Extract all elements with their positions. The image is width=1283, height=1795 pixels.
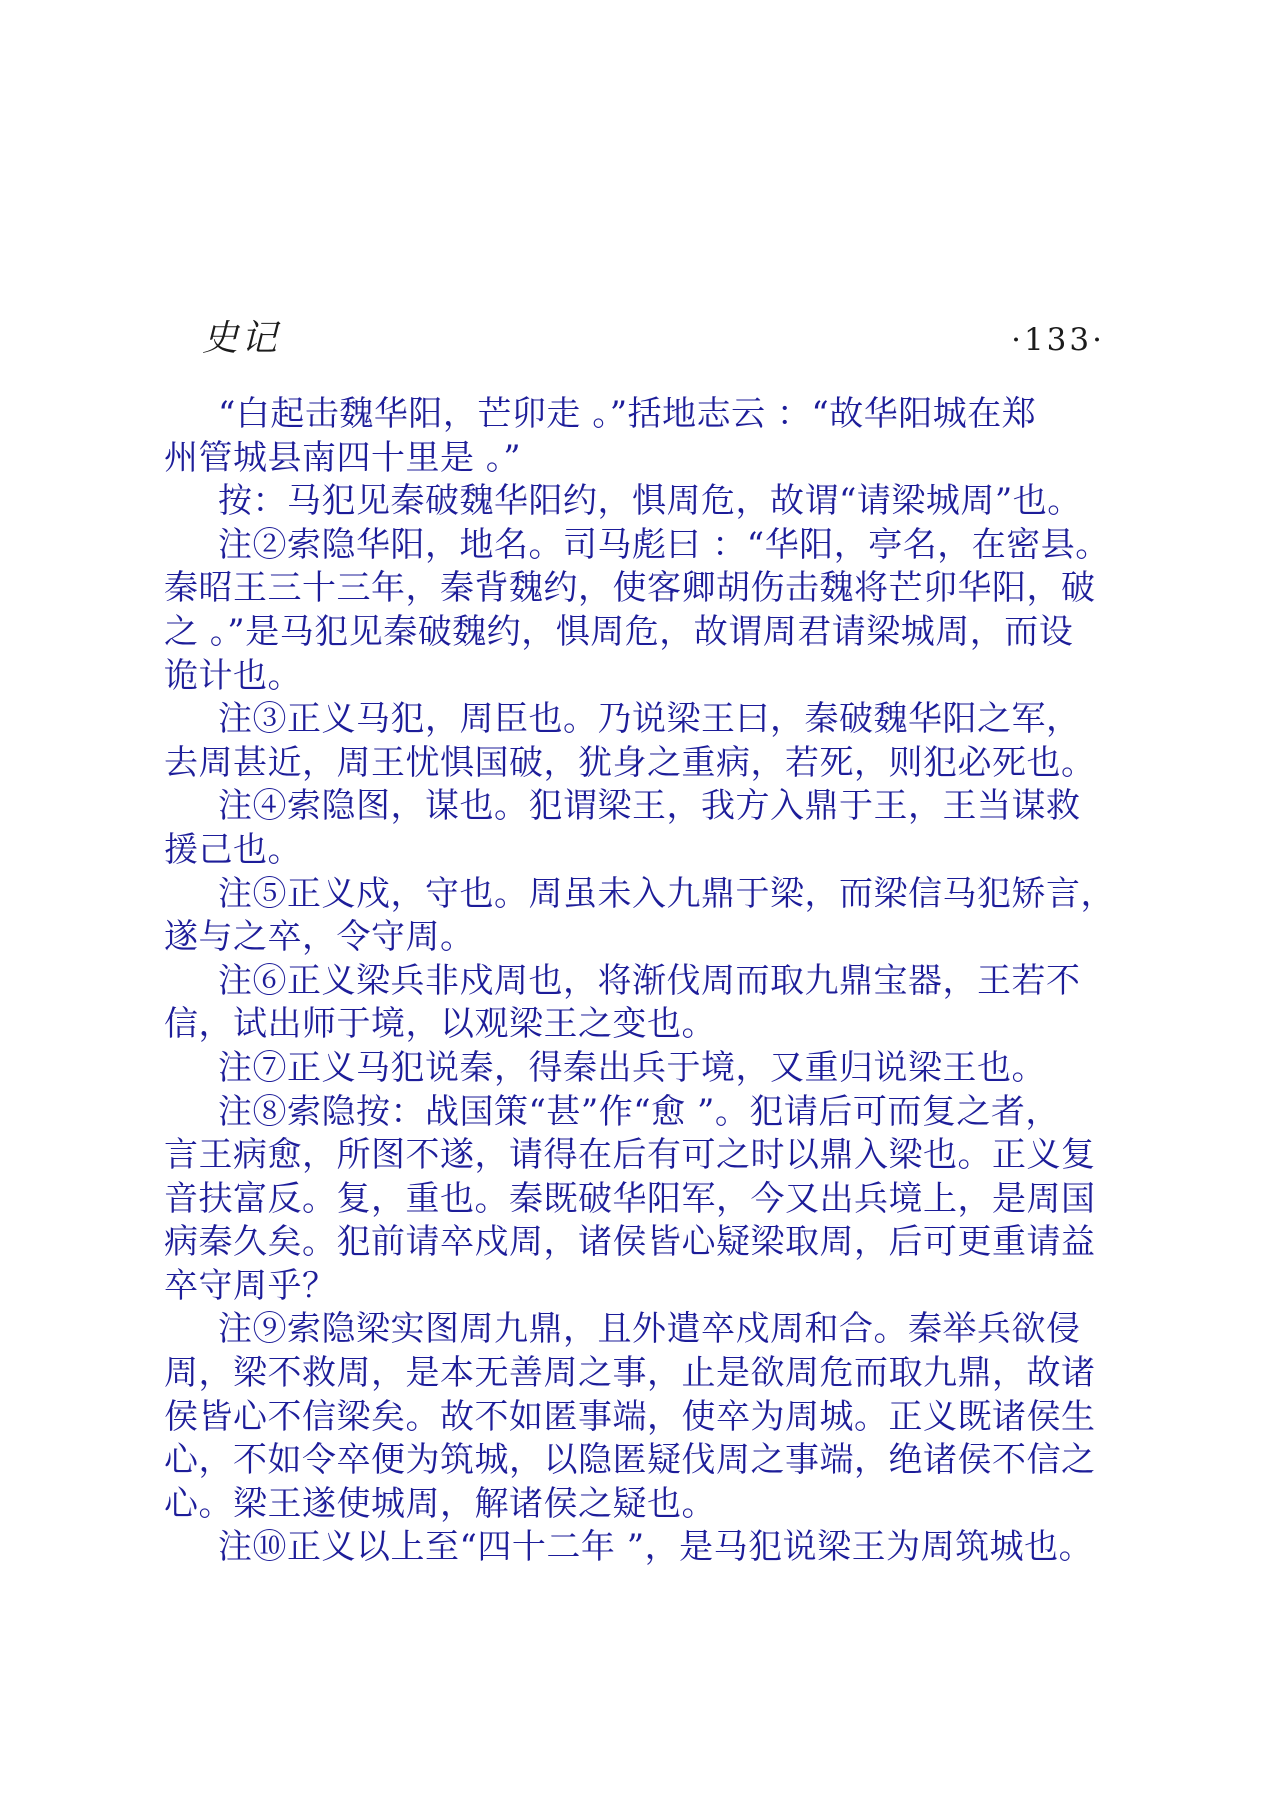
text-line: 心。梁王遂使城周，解诸侯之疑也。 xyxy=(164,1483,716,1524)
text-line: 注③正义马犯，周臣也。乃说梁王曰，秦破魏华阳之军， xyxy=(218,699,1081,740)
text-line: “白起击魏华阳，芒卯走 。”括地志云 ：“故华阳城在郑 xyxy=(218,394,1037,434)
text-line: 注⑦正义马犯说秦，得秦出兵于境，又重归说梁王也。 xyxy=(218,1047,1046,1088)
text-line: 信，试出师于境，以观梁王之变也。 xyxy=(164,1004,716,1045)
text-line: 音扶富反。复，重也。秦既破华阳军，今又出兵境上，是周国 xyxy=(164,1178,1096,1219)
text-line: 注④索隐图，谋也。犯谓梁王，我方入鼎于王，王当谋救 xyxy=(218,786,1081,827)
text-line: 卒守周乎？ xyxy=(164,1265,337,1306)
text-line: 侯皆心不信梁矣。故不如匿事端，使卒为周城。正义既诸侯生 xyxy=(164,1396,1096,1437)
text-line: 遂与之卒，令守周。 xyxy=(164,917,475,958)
book-title: 史记 xyxy=(202,318,281,359)
text-line: 去周甚近，周王忧惧国破，犹身之重病，若死，则犯必死也。 xyxy=(164,742,1096,783)
text-line: 注②索隐华阳，地名。司马彪曰 ：“华阳，亭名，在密县。 xyxy=(218,524,1110,565)
text-line: 周，梁不救周，是本无善周之事，止是欲周危而取九鼎，故诸 xyxy=(164,1353,1096,1394)
text-line: 之 。”是马犯见秦破魏约，惧周危，故谓周君请梁城周，而设 xyxy=(164,611,1074,652)
text-line: 秦昭王三十三年，秦背魏约，使客卿胡伤击魏将芒卯华阳，破 xyxy=(164,568,1096,609)
page-header xyxy=(202,310,1105,361)
text-line: 诡计也。 xyxy=(164,655,302,696)
text-line: 注⑧索隐按：战国策“甚”作“愈 ”。犯请后可而复之者， xyxy=(218,1091,1060,1132)
text-line: 注⑨索隐梁实图周九鼎，且外遣卒戍周和合。秦举兵欲侵 xyxy=(218,1309,1081,1350)
text-line: 病秦久矣。犯前请卒戍周，诸侯皆心疑梁取周，后可更重请益 xyxy=(164,1222,1096,1263)
text-line: 援己也。 xyxy=(164,829,302,870)
text-line: 言王病愈，所图不遂，请得在后有可之时以鼎入梁也。正义复 xyxy=(164,1135,1096,1176)
page-body xyxy=(164,393,1128,1570)
page-number: ·133· xyxy=(1011,322,1105,358)
text-line: 注⑩正义以上至“四十二年 ”，是马犯说梁王为周筑城也。 xyxy=(218,1527,1094,1568)
text-line: 州管城县南四十里是 。” xyxy=(164,437,522,478)
text-line: 注⑤正义戍，守也。周虽未入九鼎于梁，而梁信马犯矫言， xyxy=(218,873,1115,914)
text-line: 注⑥正义梁兵非戍周也，将渐伐周而取九鼎宝器，王若不 xyxy=(218,960,1081,1001)
text-line: 心，不如令卒便为筑城，以隐匿疑伐周之事端，绝诸侯不信之 xyxy=(164,1440,1096,1481)
text-line: 按：马犯见秦破魏华阳约，惧周危，故谓“请梁城周”也。 xyxy=(218,481,1082,522)
